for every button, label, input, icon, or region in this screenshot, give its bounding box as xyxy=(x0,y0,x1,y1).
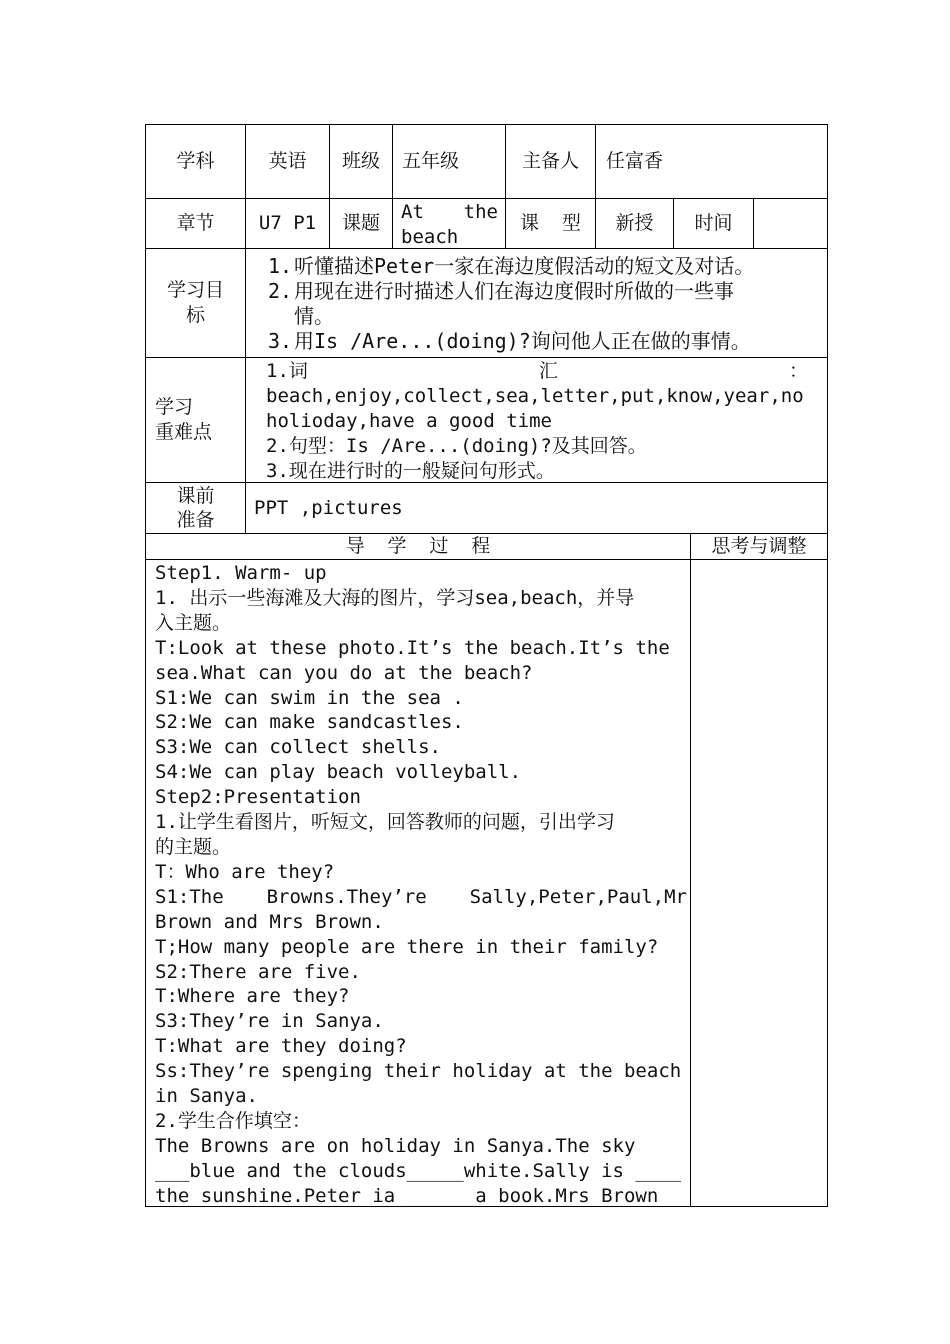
process-line: Ss:They’re spenging their holiday at the beach xyxy=(155,1060,682,1083)
table-rule xyxy=(690,533,691,1207)
objective-item: 1. 听懂描述Peter一家在海边度假活动的短文及对话。 xyxy=(268,254,755,278)
process-line: S1:The Browns.They’re Sally,Peter,Paul,Mr xyxy=(155,885,687,908)
process-line: T:What are they doing? xyxy=(155,1035,407,1058)
table-rule xyxy=(145,357,828,358)
process-line: ___blue and the clouds_____white.Sally is ____ xyxy=(155,1159,682,1182)
table-border-right xyxy=(827,124,828,1207)
subject-value: 英语 xyxy=(268,150,307,172)
key-points-content: 1.词 汇 ： beach,enjoy,collect,sea,letter,put,know,year,no holioday,have a good time 2.句型：Is /Are...(doing)?及其回答。 3.现在进行时的一般疑问句形式。 xyxy=(266,360,808,482)
process-line: T:Where are they? xyxy=(155,985,350,1008)
process-line: 1. 出示一些海滩及大海的图片，学习sea,beach，并导 xyxy=(155,586,635,609)
chapter-label: 章节 xyxy=(176,212,215,234)
table-rule xyxy=(392,124,393,248)
process-line: T：Who are they? xyxy=(155,860,335,883)
time-label: 时间 xyxy=(694,212,733,234)
topic-label: 课题 xyxy=(341,212,380,234)
objective-item: 3. 用Is /Are...(doing)?询问他人正在做的事情。 xyxy=(268,329,751,353)
process-line: S2:There are five. xyxy=(155,960,361,983)
process-title: 导 学 过 程 xyxy=(345,535,491,557)
process-line: S3:We can collect shells. xyxy=(155,736,441,759)
process-line: the sunshine.Peter ia ______a book.Mrs Brown xyxy=(155,1184,659,1207)
process-line: S1:We can swim in the sea . xyxy=(155,686,464,709)
preparer-value: 任富香 xyxy=(606,150,664,172)
process-line: sea.What can you do at the beach? xyxy=(155,661,533,684)
process-body xyxy=(155,561,687,1209)
objective-item: 2. 用现在进行时描述人们在海边度假时所做的一些事 情。 xyxy=(268,279,734,328)
topic-value: At the beach xyxy=(401,201,498,248)
process-line: Step1. Warm- up xyxy=(155,562,327,584)
process-line: T:Look at these photo.It’s the beach.It’s the xyxy=(155,636,670,659)
type-label: 课 型 xyxy=(520,212,581,234)
process-line: in Sanya. xyxy=(155,1085,258,1108)
preparer-label: 主备人 xyxy=(521,150,579,172)
prep-value: PPT ,pictures xyxy=(254,496,403,519)
class-label: 班级 xyxy=(341,150,380,172)
process-line: S3:They’re in Sanya. xyxy=(155,1010,384,1033)
process-line: 1.让学生看图片，听短文，回答教师的问题，引出学习 xyxy=(155,811,615,834)
reflect-title: 思考与调整 xyxy=(711,535,807,557)
process-line: 2.学生合作填空： xyxy=(155,1109,311,1132)
chapter-value: U7 P1 xyxy=(258,212,317,234)
process-line: 的主题。 xyxy=(155,835,232,858)
process-line: Brown and Mrs Brown. xyxy=(155,910,384,933)
process-line: The Browns are on holiday in Sanya.The sky xyxy=(155,1134,636,1157)
key-points-label: 学习 重难点 xyxy=(155,396,213,443)
prep-label: 课前 准备 xyxy=(176,485,215,531)
process-line: S4:We can play beach volleyball. xyxy=(155,761,522,784)
process-line: Step2:Presentation xyxy=(155,786,361,809)
objectives-list xyxy=(262,254,824,354)
time-value xyxy=(754,199,827,248)
process-line: T;How many people are there in their family? xyxy=(155,935,659,958)
subject-label: 学科 xyxy=(176,150,215,172)
process-line: S2:We can make sandcastles. xyxy=(155,711,464,734)
objectives-label: 学习目 标 xyxy=(166,279,224,326)
table-rule xyxy=(145,559,828,560)
class-value: 五年级 xyxy=(402,150,460,172)
process-line: 入主题。 xyxy=(155,611,232,634)
type-value: 新授 xyxy=(615,212,654,234)
